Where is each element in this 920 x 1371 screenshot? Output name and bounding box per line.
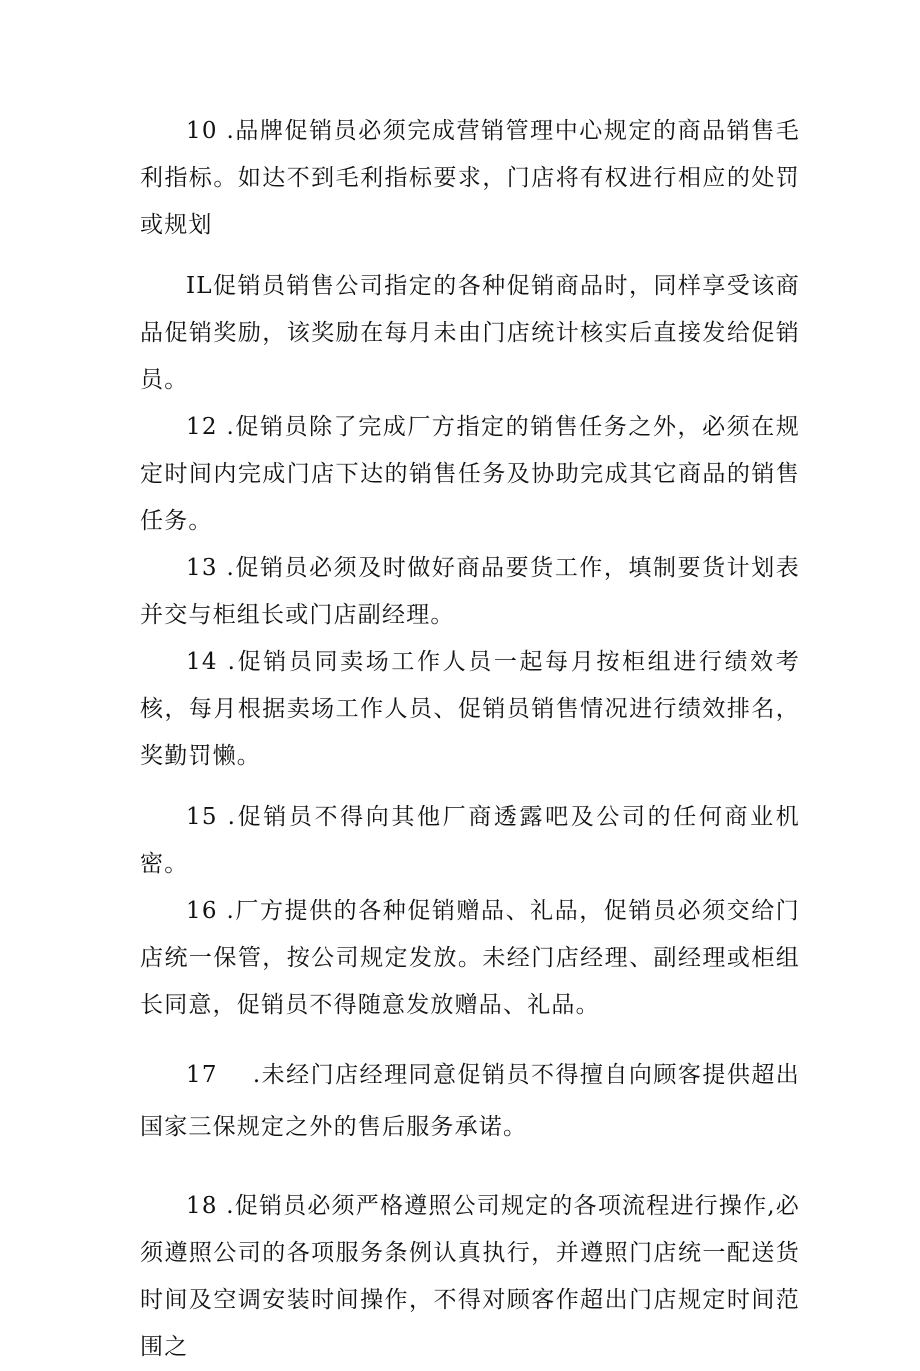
clause-text: .促销员必须严格遵照公司规定的各项流程进行操作,必须遵照公司的各项服务条例认真执行，并遵照门店统一配送货时间及空调安装时间操作，不得对顾客作超出门店规定时间范围之 [140, 1193, 801, 1360]
clause-11 [140, 263, 800, 404]
clause-number: 12 [186, 414, 218, 440]
clause-16 [140, 888, 800, 1029]
clause-text: .促销员不得向其他厂商透露吧及公司的任何商业机密。 [140, 804, 800, 877]
clause-number: 16 [186, 898, 218, 924]
clause-number: 18 [186, 1193, 218, 1219]
clause-text: .促销员同卖场工作人员一起每月按柜组进行绩效考核，每月根据卖场工作人员、促销员销售情况进行绩效排名，奖勤罚懒。 [140, 649, 800, 769]
clause-10 [140, 108, 800, 249]
clause-14 [140, 639, 800, 780]
clause-text: .未经门店经理同意促销员不得擅自向顾客提供超出国家三保规定之外的售后服务承诺。 [140, 1062, 800, 1140]
clause-number: 17 [186, 1062, 218, 1088]
clause-number: 13 [186, 555, 218, 581]
clause-text: .品牌促销员必须完成营销管理中心规定的商品销售毛利指标。如达不到毛利指标要求，门店将有权进行相应的处罚或规划 [140, 118, 800, 238]
document-body [140, 108, 800, 1371]
clause-number: 15 [186, 804, 218, 830]
clause-12 [140, 404, 800, 545]
clause-number: 10 [186, 118, 218, 144]
clause-text: .厂方提供的各种促销赠品、礼品，促销员必须交给门店统一保管，按公司规定发放。未经门店经理、副经理或柜组长同意，促销员不得随意发放赠品、礼品。 [140, 898, 800, 1018]
clause-number: 14 [186, 649, 218, 675]
clause-17 [140, 1049, 800, 1153]
clause-15 [140, 794, 800, 888]
clause-text: .促销员必须及时做好商品要货工作，填制要货计划表并交与柜组长或门店副经理。 [140, 555, 800, 628]
clause-18 [140, 1183, 800, 1371]
clause-13 [140, 545, 800, 639]
clause-text: 促销员销售公司指定的各种促销商品时，同样享受该商品促销奖励，该奖励在每月未由门店统计核实后直接发给促销员。 [140, 273, 800, 393]
clause-text: .促销员除了完成厂方指定的销售任务之外，必须在规定时间内完成门店下达的销售任务及协助完成其它商品的销售任务。 [140, 414, 800, 534]
clause-number: IL [186, 273, 213, 299]
